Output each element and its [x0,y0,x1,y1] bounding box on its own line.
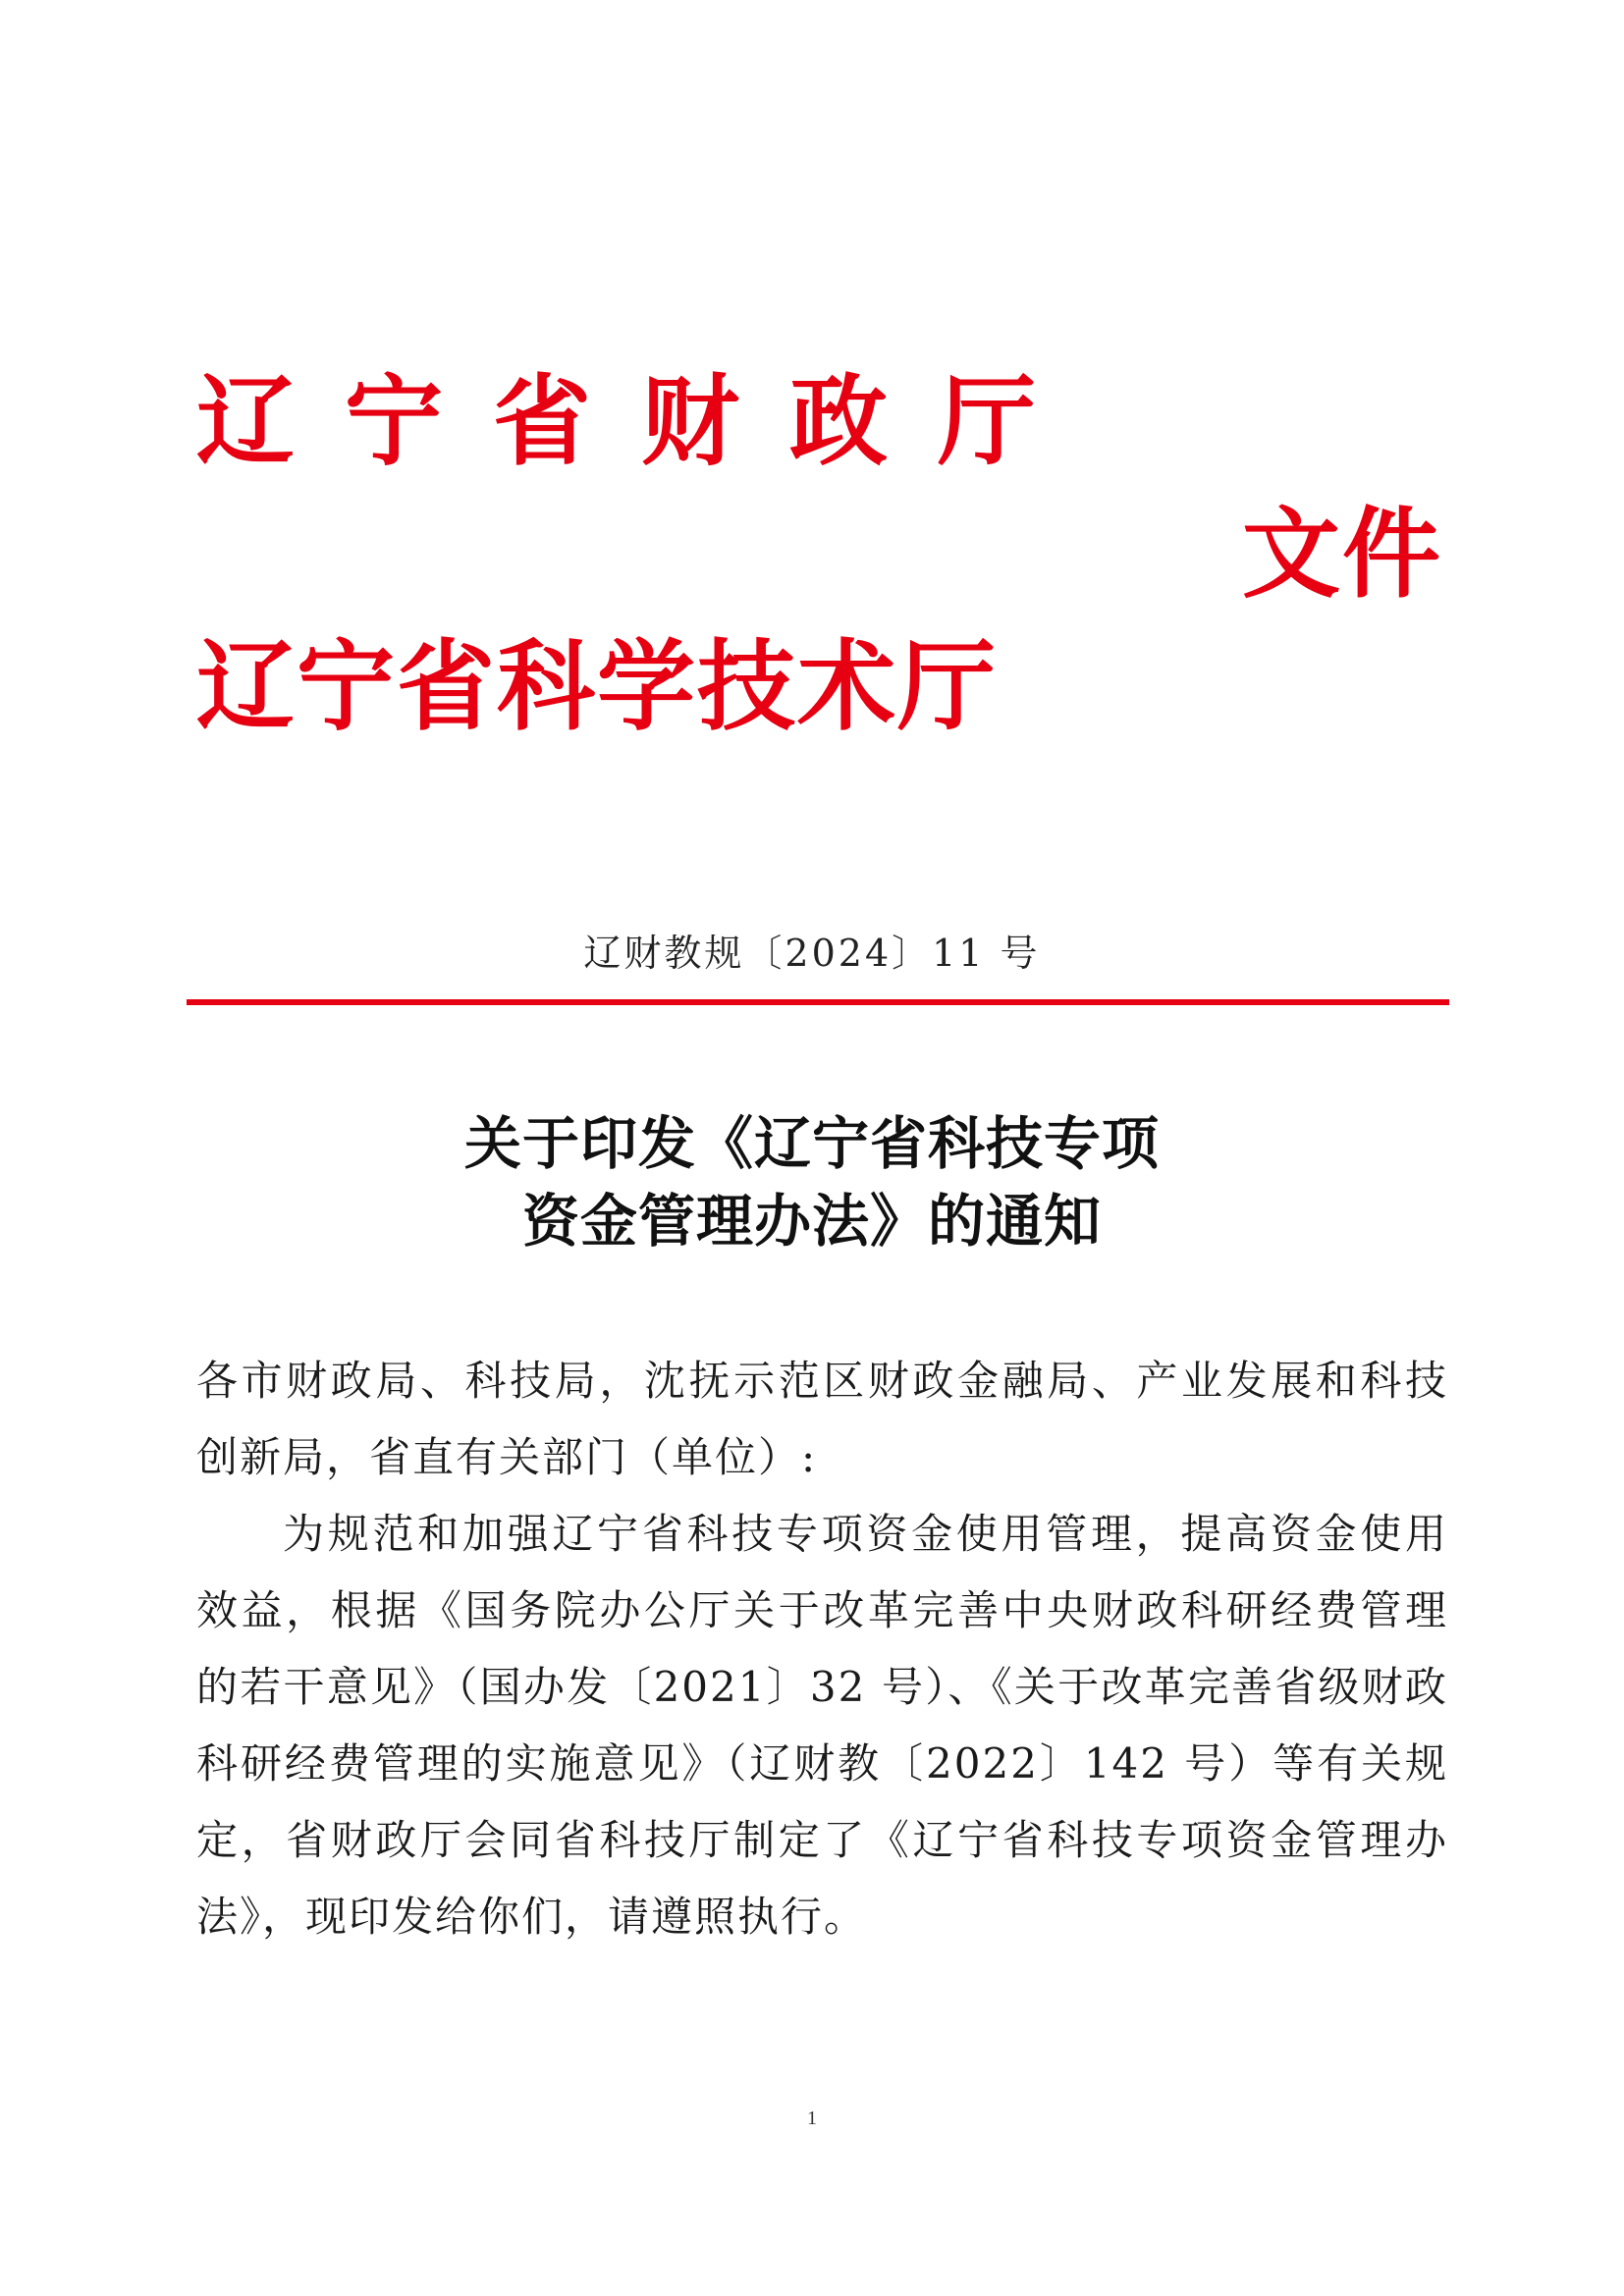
document-word: 文件 [1242,497,1442,612]
document-number: 辽财教规〔2024〕11 号 [583,932,1041,975]
page-number: 1 [807,2108,817,2129]
document-title-line-2: 资金管理办法》的通知 [521,1188,1102,1255]
body-paragraph: 为规范和加强辽宁省科技专项资金使用管理，提高资金使用效益，根据《国务院办公厅关于改革完善中央财政科研经费管理的若干意见》（国办发〔2021〕32 号）、《关于改革完善省级财政科研经费管理的实施意见》（辽财教〔2022〕142 号）等有关规定，省财政厅会同省科技厅制定了《辽宁省科技专项资金管理办法》，现印发给你们，请遵照执行。 [196,1510,1448,1941]
issuer-line-science-dept: 辽宁省科学技术厅 [196,629,998,744]
document-title-line-1: 关于印发《辽宁省科技专项 [463,1110,1160,1177]
addressee-paragraph: 各市财政局、科技局，沈抚示范区财政金融局、产业发展和科技创新局，省直有关部门（单位）: [196,1357,1448,1481]
issuer-line-finance-dept: 辽宁省财政厅 [196,364,1086,479]
red-separator-line [187,999,1449,1005]
